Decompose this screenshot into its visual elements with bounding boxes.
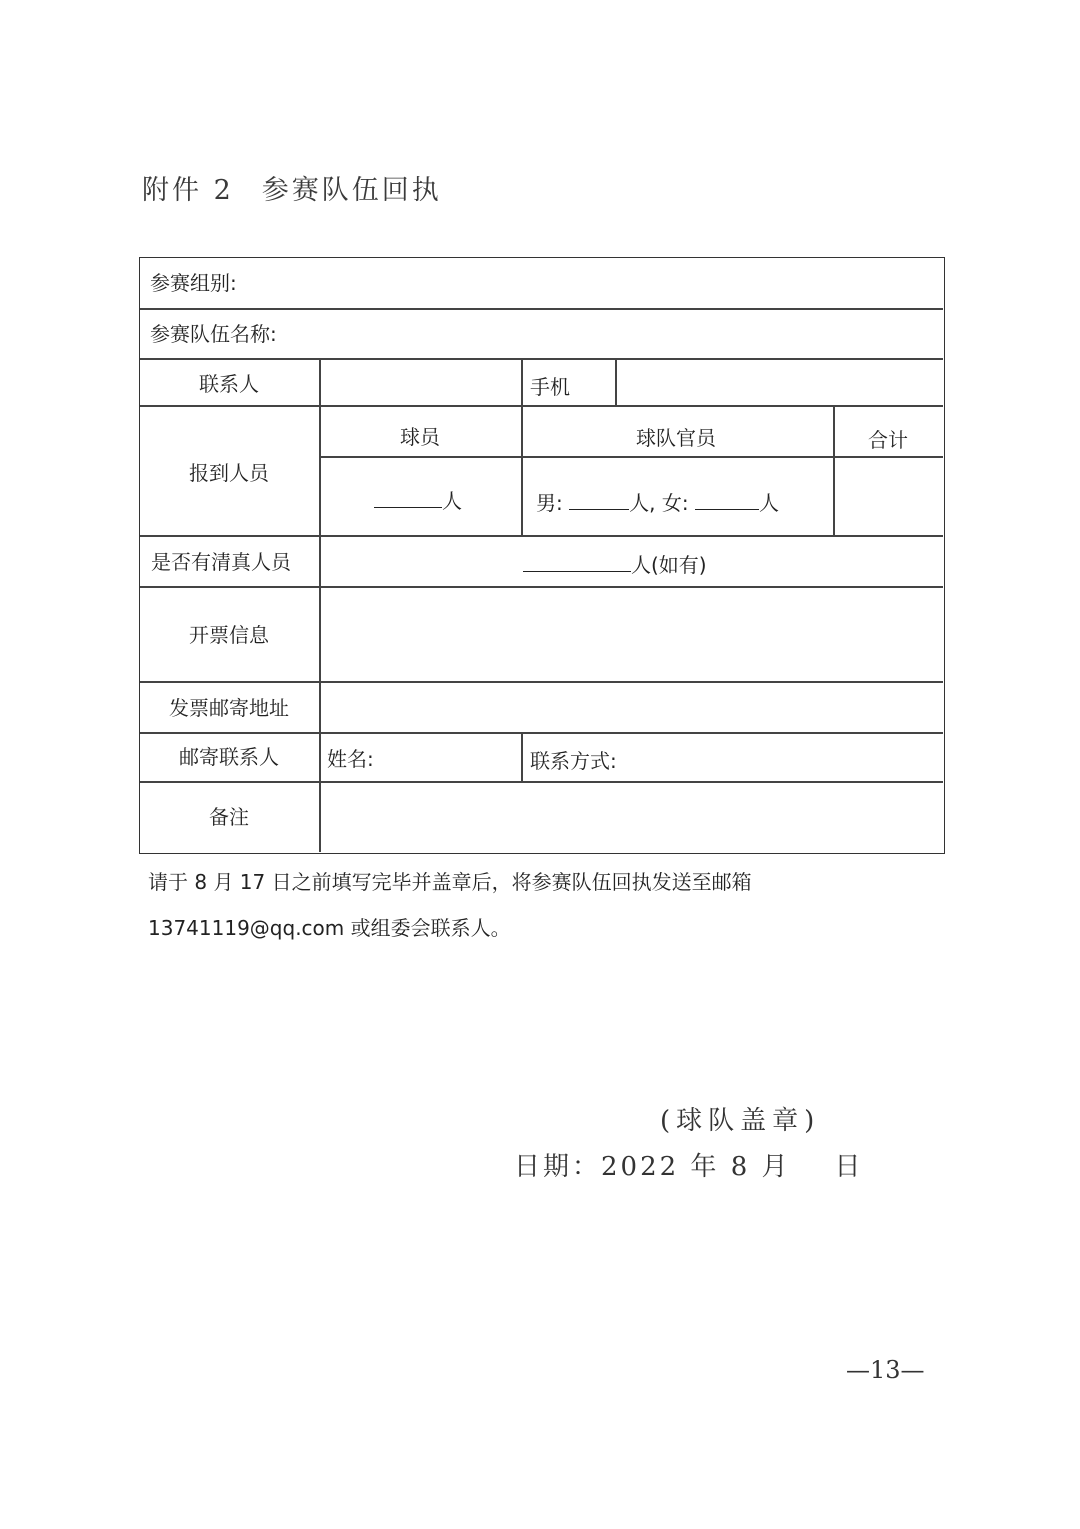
phone-label: 手机 <box>530 375 570 399</box>
report-label: 报到人员 <box>189 461 269 485</box>
group-label: 参赛组别: <box>150 271 237 295</box>
halal-label: 是否有清真人员 <box>151 550 291 574</box>
invoice-address-label: 发票邮寄地址 <box>169 696 289 720</box>
halal-suffix: 人(如有) <box>631 553 707 577</box>
row-divider <box>140 586 943 588</box>
row-divider <box>140 405 943 407</box>
female-label: 女: <box>661 491 689 515</box>
contact-label: 联系人 <box>199 372 259 396</box>
male-label: 男: <box>536 491 563 515</box>
person-unit: 人 <box>758 491 779 515</box>
column-divider <box>615 358 617 405</box>
column-divider <box>833 405 835 535</box>
row-divider <box>140 535 943 537</box>
players-label: 球员 <box>400 425 440 449</box>
halal-count-blank[interactable] <box>523 553 631 572</box>
players-count-blank[interactable] <box>374 489 442 508</box>
submission-note-line2: 13741119@qq.com 或组委会联系人。 <box>148 916 511 940</box>
person-comma: 人, <box>629 491 656 515</box>
players-count-field[interactable] <box>374 485 462 514</box>
male-count-blank[interactable] <box>569 491 629 510</box>
form-title: 参赛队伍回执 <box>261 175 442 206</box>
column-divider <box>521 405 523 535</box>
attachment-title <box>142 168 442 207</box>
team-stamp-label: (球队盖章) <box>660 1106 821 1136</box>
officials-count-field[interactable] <box>536 487 779 516</box>
person-unit: 人 <box>442 489 462 513</box>
halal-count-field[interactable] <box>523 549 707 578</box>
row-divider <box>140 681 943 683</box>
officials-label: 球队官员 <box>636 426 716 450</box>
total-label: 合计 <box>868 428 908 452</box>
row-divider <box>140 358 943 360</box>
date-line <box>514 1146 864 1183</box>
contact-method-label: 联系方式: <box>530 749 617 773</box>
date-prefix: 日期：2022 年 8 月 <box>514 1152 791 1182</box>
column-divider <box>521 732 523 781</box>
page-number: —13— <box>846 1356 925 1384</box>
team-name-label: 参赛队伍名称: <box>150 322 277 346</box>
column-divider <box>319 358 321 852</box>
remarks-label: 备注 <box>209 805 249 829</box>
column-divider <box>521 358 523 405</box>
row-divider <box>140 308 943 310</box>
row-divider <box>319 456 943 458</box>
name-label: 姓名: <box>327 747 374 771</box>
mail-contact-label: 邮寄联系人 <box>179 745 279 769</box>
invoice-label: 开票信息 <box>189 623 269 647</box>
date-day: 日 <box>834 1152 864 1182</box>
row-divider <box>140 781 943 783</box>
female-count-blank[interactable] <box>695 491 759 510</box>
submission-note-line1: 请于 8 月 17 日之前填写完毕并盖章后，将参赛队伍回执发送至邮箱 <box>148 870 752 894</box>
row-divider <box>140 732 943 734</box>
attachment-number: 附件 2 <box>142 175 234 206</box>
